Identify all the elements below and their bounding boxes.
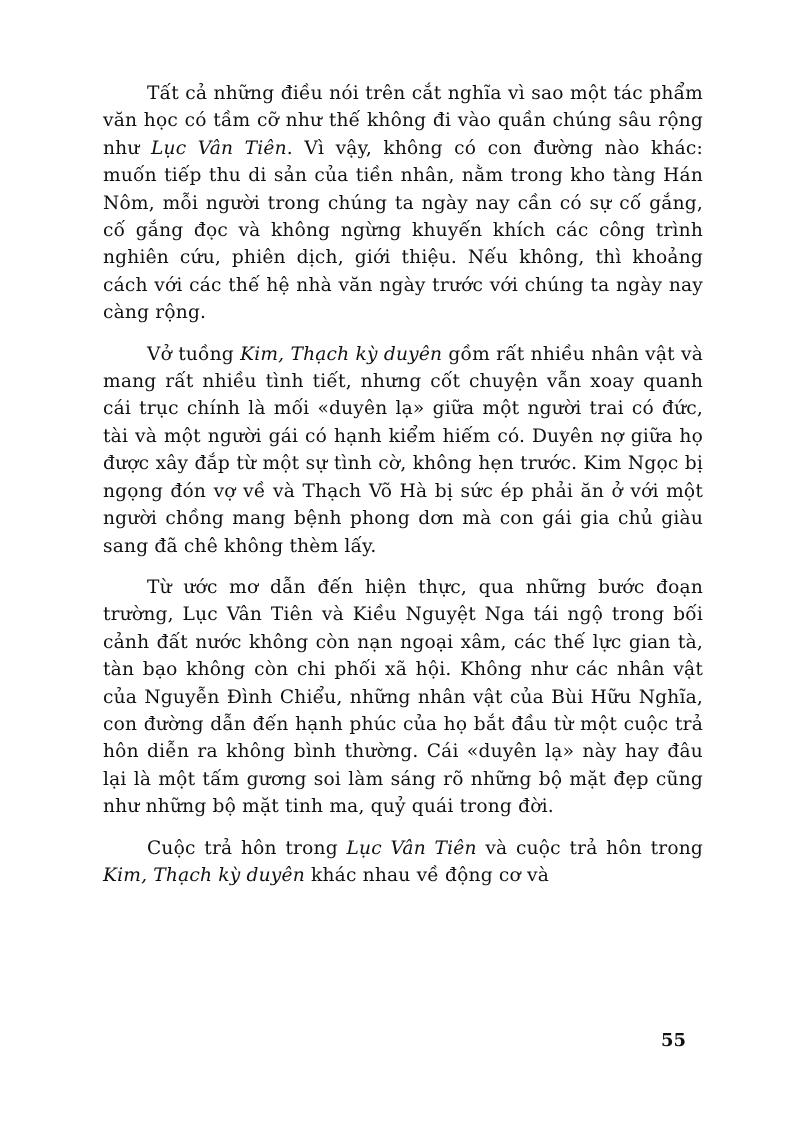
p4-text-2: và cuộc trả hôn trong: [476, 837, 703, 859]
p4-text-3: khác nhau về động cơ và: [304, 864, 550, 886]
page-number: 55: [660, 1030, 686, 1051]
p1-text-1: Tất cả những điều nói trên cắt nghĩa vì sao một tác phẩm văn học có tầm cỡ như thế không đi vào quần chúng sâu rộng như: [103, 83, 703, 159]
paragraph-3: [103, 574, 703, 821]
p2-text-1: Vở tuồng: [147, 343, 241, 365]
p1-text-2: . Vì vậy, không có con đường nào khác: muốn tiếp thu di sản của tiền nhân, nằm trong kho tàng Hán Nôm, mỗi người trong chúng ta ngày nay cần có sự cố gắng, cố gắng đọc và không ngừng khuyến khích các công trình nghiên cứu, phiên dịch, giới thiệu. Nếu không, thì khoảng cách với các thế hệ nhà văn ngày trước với chúng ta ngày nay càng rộng.: [103, 137, 704, 324]
p4-title-kim-thach: Kim, Thạch kỳ duyên: [103, 864, 305, 886]
paragraph-2: [103, 341, 703, 560]
p4-title-luc-van-tien: Lục Vân Tiên: [346, 837, 477, 859]
p2-title-kim-thach: Kim, Thạch kỳ duyên: [240, 343, 443, 365]
paragraph-1: [103, 80, 703, 327]
p3-text-1: Từ ước mơ dẫn đến hiện thực, qua những bước đoạn trường, Lục Vân Tiên và Kiều Nguyệt Nga tái ngộ trong bối cảnh đất nước không còn nạn ngoại xâm, các thế lực gian tà, tàn bạo không còn chi phối xã hội. Không như các nhân vật của Nguyễn Đình Chiểu, những nhân vật của Bùi Hữu Nghĩa, con đường dẫn đến hạnh phúc của họ bắt đầu từ một cuộc trả hôn diễn ra không bình thường. Cái «duyên lạ» này hay đâu lại là một tấm gương soi làm sáng rõ những bộ mặt đẹp cũng như những bộ mặt tinh ma, quỷ quái trong đời.: [103, 576, 703, 818]
page-body: [103, 80, 703, 903]
p1-title-luc-van-tien: Lục Vân Tiên: [151, 137, 287, 159]
p2-text-2: gồm rất nhiều nhân vật và mang rất nhiều tình tiết, nhưng cốt chuyện vẫn xoay quanh cái trục chính là mối «duyên lạ» giữa một người trai có đức, tài và một người gái có hạnh kiểm hiếm có. Duyên nợ giữa họ được xây đắp từ một sự tình cờ, không hẹn trước. Kim Ngọc bị ngọng đón vợ về và Thạch Võ Hà bị sức ép phải ăn ở với một người chồng mang bệnh phong dơn mà con gái gia chủ giàu sang đã chê không thèm lấy.: [103, 343, 703, 557]
paragraph-4: [103, 835, 703, 890]
p4-text-1: Cuộc trả hôn trong: [147, 837, 347, 859]
